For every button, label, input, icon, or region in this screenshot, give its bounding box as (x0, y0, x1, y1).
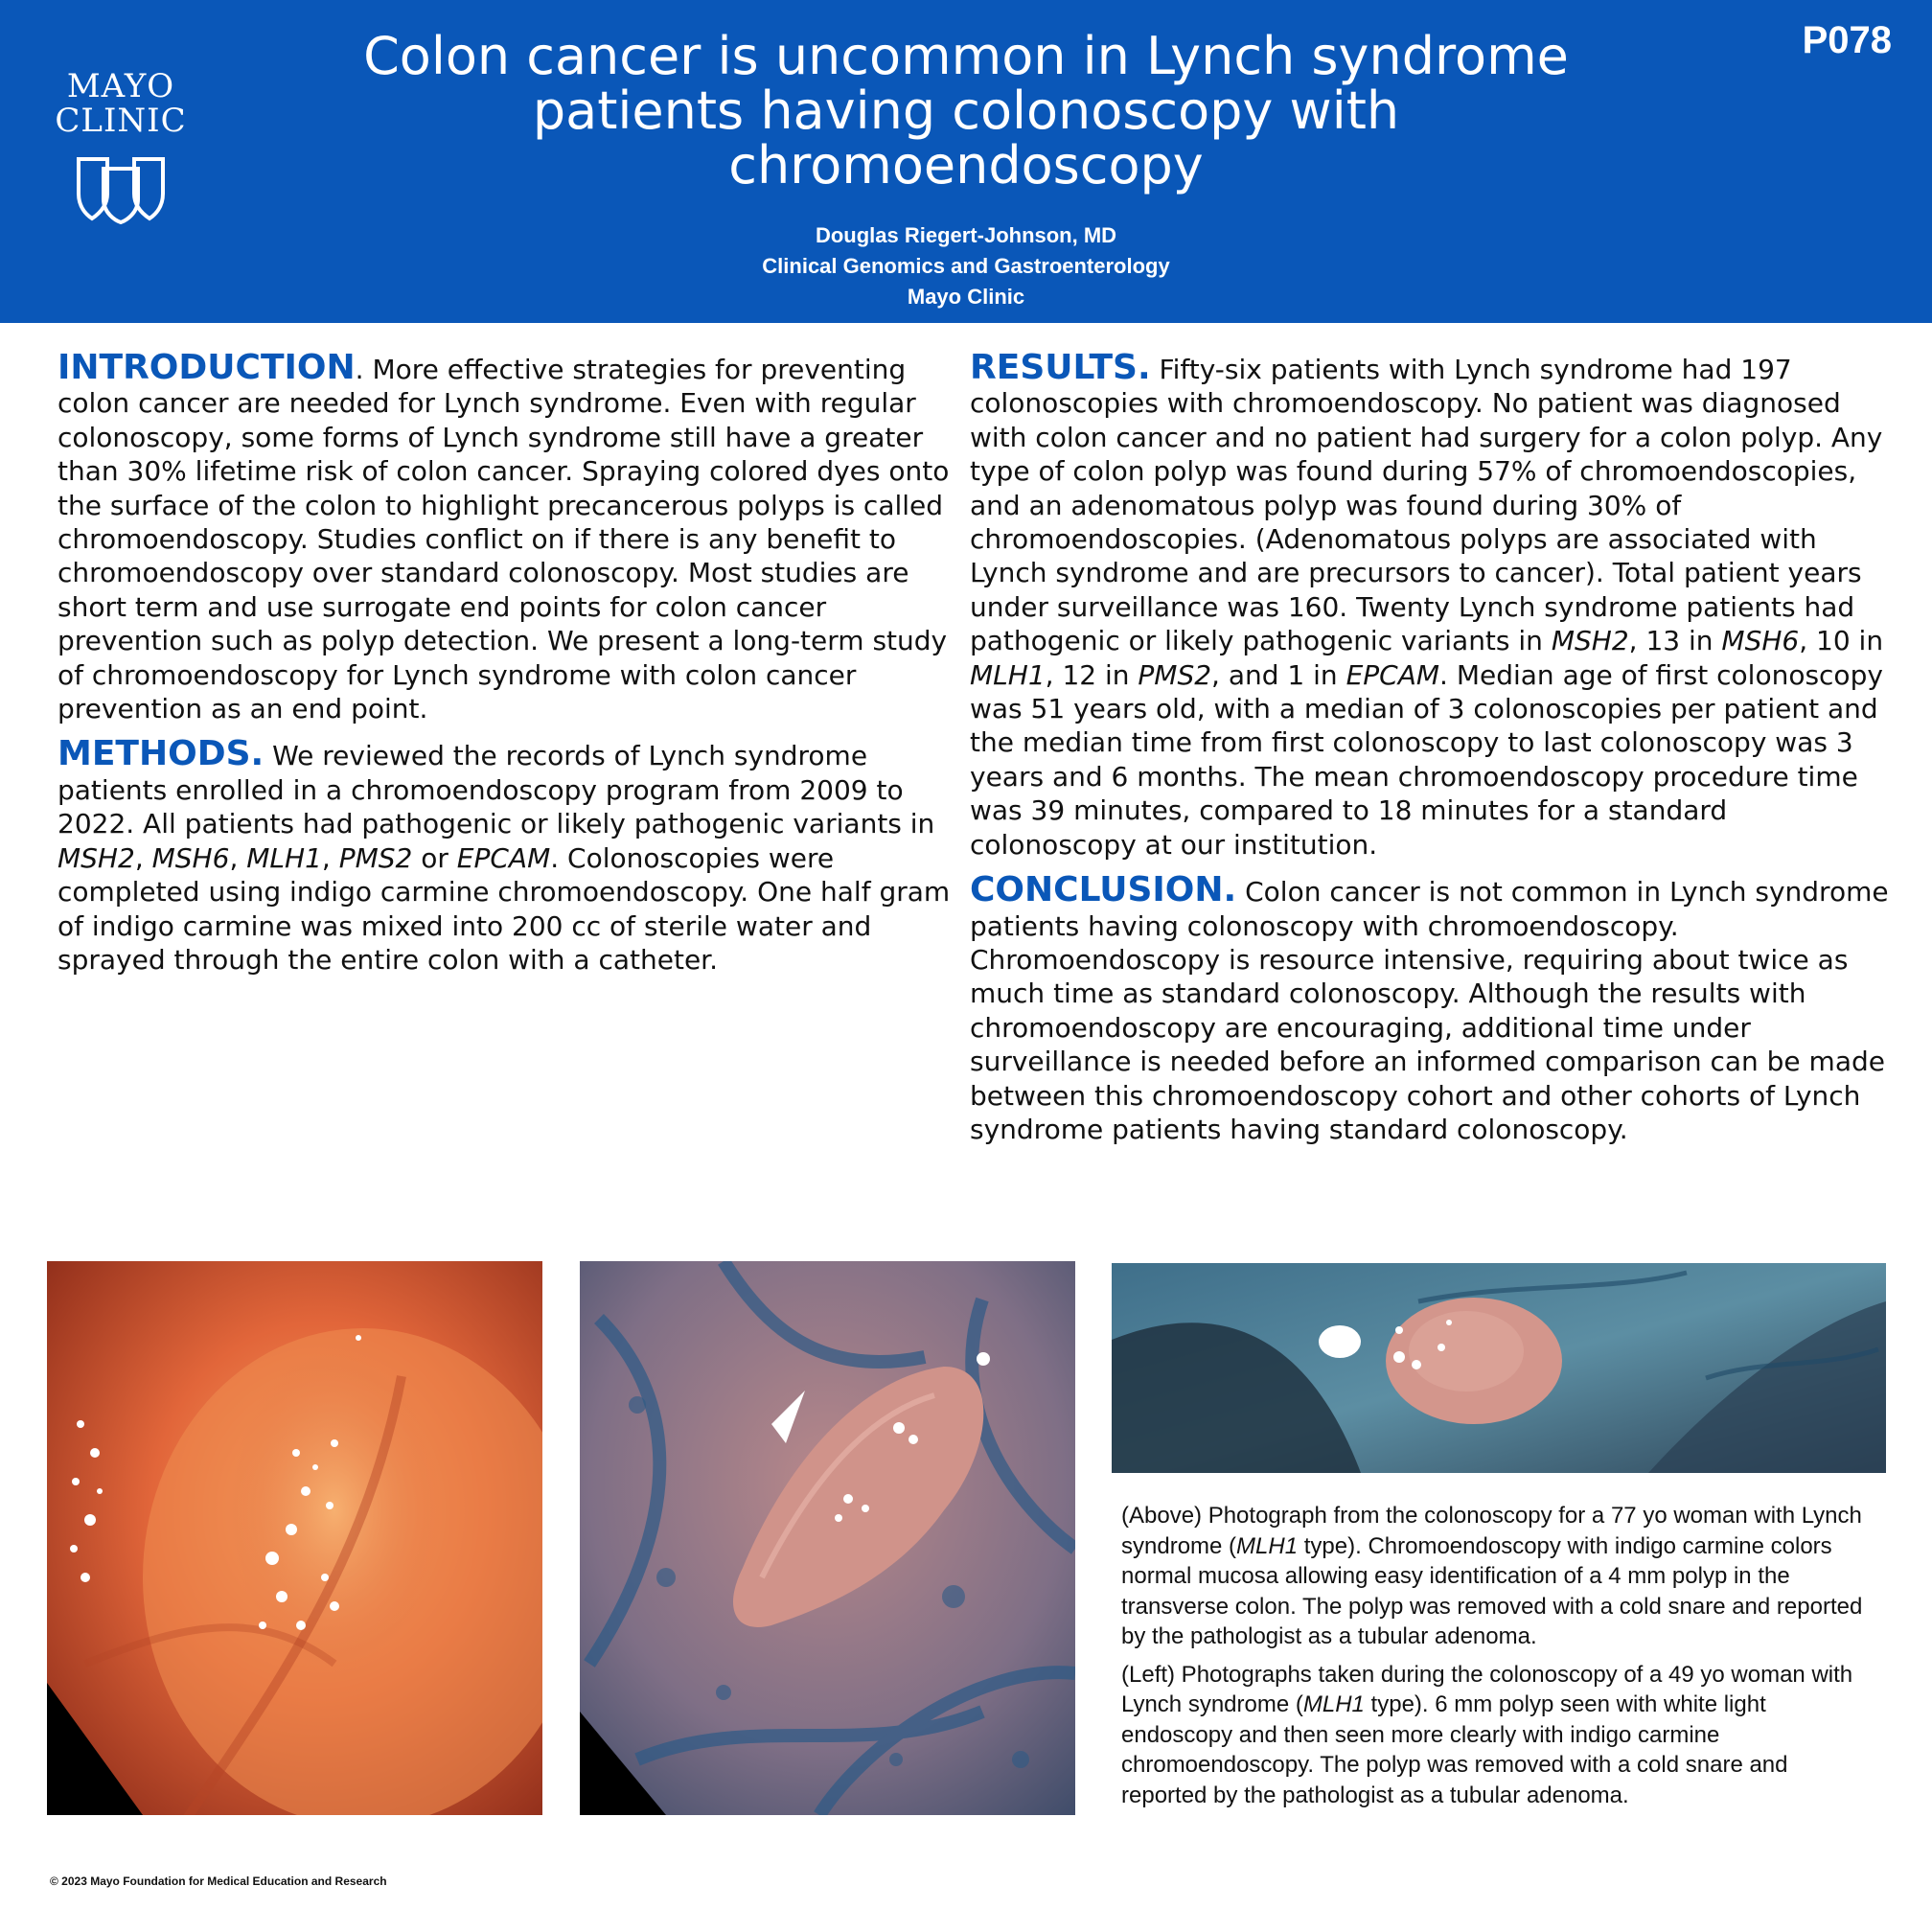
right-column (970, 348, 1890, 1158)
gene-mlh1: MLH1 (1302, 1691, 1365, 1717)
gene-epcam: EPCAM (1346, 658, 1440, 691)
separator: , 12 in (1045, 658, 1138, 691)
introduction-section: INTRODUCTION. More effective strategies for preventing colon cancer are needed for Lynch syndrome. Even with regular colonoscopy, some forms of Lynch syndrome still have a greater than 30% lifetime risk of colon cancer. Spraying colored dyes onto the surface of the colon to highlight precancerous polyps is called chromoendoscopy. Studies conflict on if there is any benefit to chromoendoscopy over standard colonoscopy. Most studies are short term and use surrogate end points for colon cancer prevention such as polyp detection. We present a long-term study of chromoendoscopy for Lynch syndrome with colon cancer prevention as an end point. (58, 348, 950, 725)
results-text-b: . Median age of first colonoscopy was 51 years old, with a median of 3 colonoscopies per patient and the median time from first colonoscopy to last colonoscopy was 3 years and 6 months. The mean chromoendoscopy procedure time was 39 minutes, compared to 18 minutes for a standard colonoscopy at our institution. (970, 658, 1883, 861)
poster-id: P078 (1802, 19, 1892, 61)
methods-heading: METHODS. (58, 734, 264, 774)
author-block (575, 220, 1357, 312)
author-institution: Mayo Clinic (907, 285, 1025, 309)
separator: , (134, 841, 152, 874)
chromoendoscopy-photo-above (1112, 1263, 1886, 1473)
results-section (970, 348, 1890, 862)
conclusion-heading: CONCLUSION. (970, 870, 1237, 910)
introduction-text: More effective strategies for preventing colon cancer are needed for Lynch syndrome. Even with regular colonoscopy, some forms of Lynch syndrome still have a greater than 30% lifetime risk of colon cancer. Spraying colored dyes onto the surface of the colon to highlight precancerous polyps is called chromoendoscopy. Studies conflict on if there is any benefit to chromoendoscopy over standard colonoscopy. Most studies are short term and use surrogate end points for colon cancer prevention such as polyp detection. We present a long-term study of chromoendoscopy for Lynch syndrome with colon cancer prevention as an end point. (58, 354, 950, 725)
conclusion-section (970, 870, 1890, 1146)
gene-mlh1: MLH1 (246, 841, 322, 874)
separator: , and 1 in (1211, 658, 1346, 691)
results-heading: RESULTS. (970, 348, 1151, 387)
caption-text: type). 6 mm polyp seen with white light endoscopy and then seen more clearly with indigo carmine chromoendoscopy. The polyp was removed with a cold snare and reported by the pathologist as a tubular adenoma. (1121, 1691, 1788, 1808)
chromoendoscopy-photo-left (580, 1261, 1075, 1815)
separator: , (321, 841, 339, 874)
conclusion-text: Colon cancer is not common in Lynch syndrome patients having colonoscopy with chromoendoscopy. Chromoendoscopy is resource intensive, requiring about twice as much time as standard colonoscopy. Although the results with chromoendoscopy are encouraging, additional time under surveillance is needed before an informed comparison can be made between this chromoendoscopy cohort and other cohorts of Lynch syndrome patients having standard colonoscopy. (970, 876, 1889, 1145)
gene-pms2: PMS2 (338, 841, 413, 874)
gene-mlh1: MLH1 (970, 658, 1046, 691)
author-name: Douglas Riegert-Johnson, MD (815, 223, 1117, 247)
shield-icon (75, 155, 167, 224)
separator: , (229, 841, 247, 874)
caption-above (1121, 1501, 1878, 1652)
caption-text: (Above) Photograph from the colonoscopy for a 77 yo woman with Lynch syndrome ( (1121, 1503, 1862, 1559)
white-light-endoscopy-photo (47, 1261, 542, 1815)
left-column (58, 348, 958, 988)
poster-title: Colon cancer is uncommon in Lynch syndrome patients having colonoscopy with chromoendoscopy (363, 26, 1569, 196)
logo-line-1: MAYO (66, 67, 175, 105)
caption-text: type). Chromoendoscopy with indigo carmine colors normal mucosa allowing easy identification of a 4 mm polyp in the transverse colon. The polyp was removed with a cold snare and reported by the pathologist as a tubular adenoma. (1121, 1532, 1863, 1649)
gene-mlh1: MLH1 (1236, 1532, 1299, 1559)
figure-captions (1121, 1501, 1878, 1818)
mayo-clinic-logo (54, 69, 188, 224)
logo-line-2: CLINIC (55, 102, 187, 140)
caption-left (1121, 1660, 1878, 1811)
caption-text: (Left) Photographs taken during the colonoscopy of a 49 yo woman with Lynch syndrome ( (1121, 1661, 1853, 1717)
gene-pms2: PMS2 (1138, 658, 1212, 691)
gene-epcam: EPCAM (456, 841, 551, 874)
gene-msh6: MSH6 (1721, 625, 1800, 657)
separator: , 13 in (1628, 625, 1722, 657)
methods-text-a: We reviewed the records of Lynch syndrome patients enrolled in a chromoendoscopy program from 2009 to 2022. All patients had pathogenic or likely pathogenic variants in (58, 740, 935, 840)
introduction-heading: INTRODUCTION (58, 348, 356, 387)
methods-section (58, 734, 958, 977)
header-banner (0, 0, 1932, 323)
results-text-a: Fifty-six patients with Lynch syndrome had 197 colonoscopies with chromoendoscopy. No patient was diagnosed with colon cancer and no patient had surgery for a colon polyp. Any type of colon polyp was found during 57% of chromoendoscopies, and an adenomatous polyp was found during 30% of chromoendoscopies. (Adenomatous polyps are associated with Lynch syndrome and are precursors to cancer). Total patient years under surveillance was 160. Twenty Lynch syndrome patients had pathogenic or likely pathogenic variants in (970, 354, 1883, 657)
methods-text-b: . Colonoscopies were completed using indigo carmine chromoendoscopy. One half gram of indigo carmine was mixed into 200 cc of sterile water and sprayed through the entire colon with a catheter. (58, 841, 951, 976)
copyright-footer: © 2023 Mayo Foundation for Medical Education and Research (50, 1874, 387, 1888)
separator: or (412, 841, 457, 874)
gene-msh2: MSH2 (58, 841, 135, 874)
gene-msh2: MSH2 (1551, 625, 1629, 657)
separator: , 10 in (1799, 625, 1884, 657)
gene-msh6: MSH6 (151, 841, 230, 874)
author-department: Clinical Genomics and Gastroenterology (762, 254, 1170, 278)
